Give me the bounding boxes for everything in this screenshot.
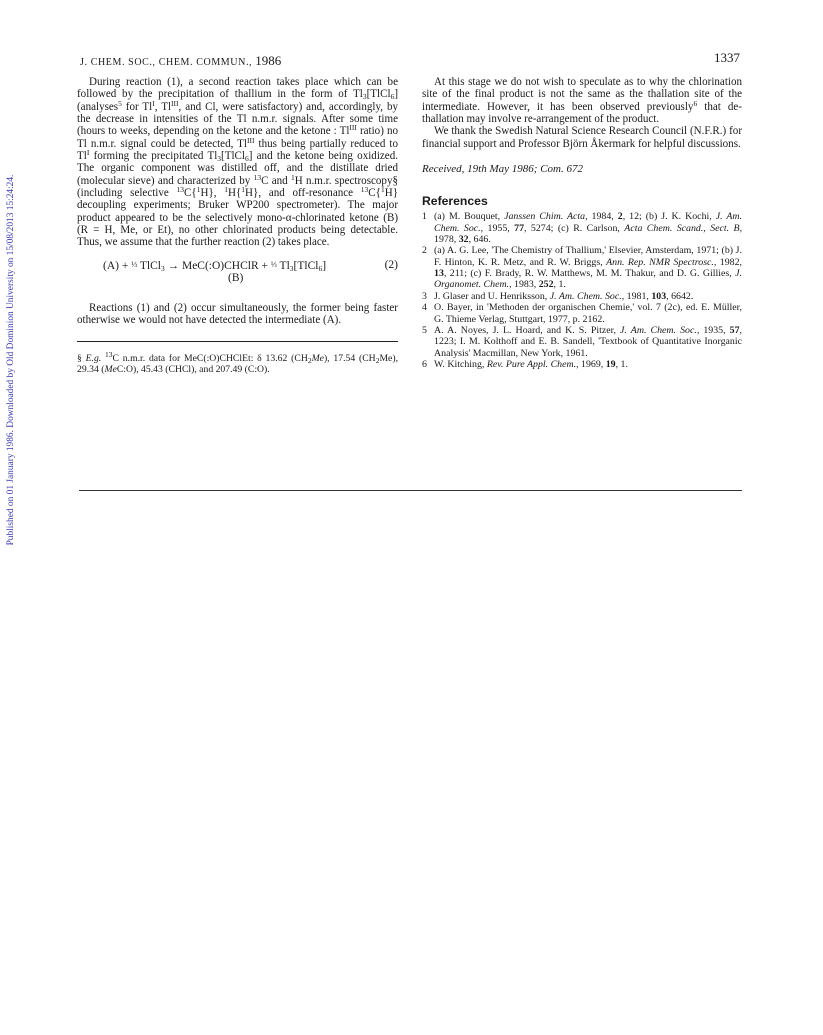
reference-item: 4 O. Bayer, in 'Methoden der organischen Chemie,' vol. 7 (2c), ed. E. Müller, G. Thieme Verlag, Stuttgart, 1977, p. 2162.	[422, 302, 742, 325]
page-number: 1337	[714, 50, 740, 65]
footnote-nmr-data: § E.g. $^{13}$C n.m.r. data for MeC(:O)CHClEt: δ 13.62 $(CH_2Me)$, 17.54 $(CH_2Me)$, 29.34 (MeC:O), 45.43 (CHCl), and 207.49 (C:O).	[77, 349, 398, 375]
references-list	[422, 211, 742, 370]
paragraph-reaction-1: During reaction (1), a second reaction takes place which can be followed by the precipitation of thallium in the form of $Tl_3[TlCl_6]$ (analyses$^5$ for $Tl^I$, $Tl^{III}$, and Cl, were satisfactory) and, accordingly, by the decrease in intensities of the Tl n.m.r. signals. After some time (hours to weeks, depending on the ketone and the ketone : $Tl^{III}$ ratio) no Tl n.m.r. signal could be detected, $Tl^{III}$ thus being partially reduced to $Tl^I$ forming the precipitated $Tl_3[TlCl_6]$ and the ketone being oxidized. The organic component was distilled off, and the distillate dried (molecular sieve) and characterized by $^{13}$C and $^1$H n.m.r. spectroscopy§ (including selective $^{13}$C{$^1$H}, $^1$H{$^1$H}, and off-resonance $^{13}$C{$^1$H} decoupling experiments; Bruker WP200 spectrometer). The major product appeared to be the selectively mono-α-chlorinated ketone (B) (R = H, Me, or Et), no other chlorinated products being detectable. Thus, we assume that the further reaction (2) takes place.	[77, 76, 398, 249]
watermark-text: Published on 01 January 1986. Downloaded by Old Dominion University on 15/08/2013 15:24:24.	[6, 174, 16, 546]
journal-year: 1986	[255, 53, 282, 68]
paragraph-simultaneous: Reactions (1) and (2) occur simultaneously, the former being faster otherwise we would not have detected the intermediate (A).	[77, 301, 398, 327]
page-bottom-rule	[79, 490, 742, 491]
reference-item: 2 (a) A. G. Lee, 'The Chemistry of Thallium,' Elsevier, Amsterdam, 1971; (b) J. F. Hinton, K. R. Metz, and R. W. Briggs, Ann. Rep. NMR Spectrosc., 1982, 13, 211; (c) F. Brady, R. W. Matthews, M. M. Thakur, and D. G. Gillies, J. Organomet. Chem., 1983, 252, 1.	[422, 245, 742, 291]
received-date: Received, 19th May 1986; Com. 672	[422, 163, 583, 176]
paragraph-acknowledgements: We thank the Swedish Natural Science Research Council (N.F.R.) for financial support and Professor Björn Åkermark for helpful discussions.	[422, 125, 742, 150]
footnote-rule	[77, 341, 398, 342]
reference-item: 1 (a) M. Bouquet, Janssen Chim. Acta, 1984, 2, 12; (b) J. K. Kochi, J. Am. Chem. Soc., 1955, 77, 5274; (c) R. Carlson, Acta Chem. Scand., Sect. B, 1978, 32, 646.	[422, 211, 743, 246]
equation-expression: (A) + ⅓ TlCl$_3$ → MeC(:O)CHClR + ⅓ $Tl_3[TlCl_6]$	[103, 259, 327, 273]
reference-item: 5 A. A. Noyes, J. L. Hoard, and K. S. Pitzer, J. Am. Chem. Soc., 1935, 57, 1223; I. M. Kolthoff and E. B. Sandell, 'Textbook of Quantitative Inorganic Analysis' Macmillan, New York, 1961.	[422, 324, 742, 359]
left-column	[77, 76, 398, 375]
references-heading: References	[422, 194, 488, 209]
reference-item: 3 J. Glaser and U. Henriksson, J. Am. Chem. Soc., 1981, 103, 6642.	[422, 290, 694, 302]
product-label-b: (B)	[228, 271, 244, 284]
equation-number: (2)	[384, 258, 398, 271]
running-header	[80, 50, 740, 66]
right-column	[422, 76, 742, 370]
journal-name: J. CHEM. SOC., CHEM. COMMUN., 1986	[80, 53, 282, 68]
equation-2	[77, 259, 398, 293]
download-watermark	[2, 80, 20, 640]
reference-item: 6 W. Kitching, Rev. Pure Appl. Chem., 1969, 19, 1.	[422, 358, 628, 370]
paragraph-speculation: At this stage we do not wish to speculate as to why the chlorination site of the final product is not the same as the thallation site of the intermediate. However, it has been observed previously$^6$ that de-thallation may involve re-arrangement of the product.	[422, 76, 742, 126]
